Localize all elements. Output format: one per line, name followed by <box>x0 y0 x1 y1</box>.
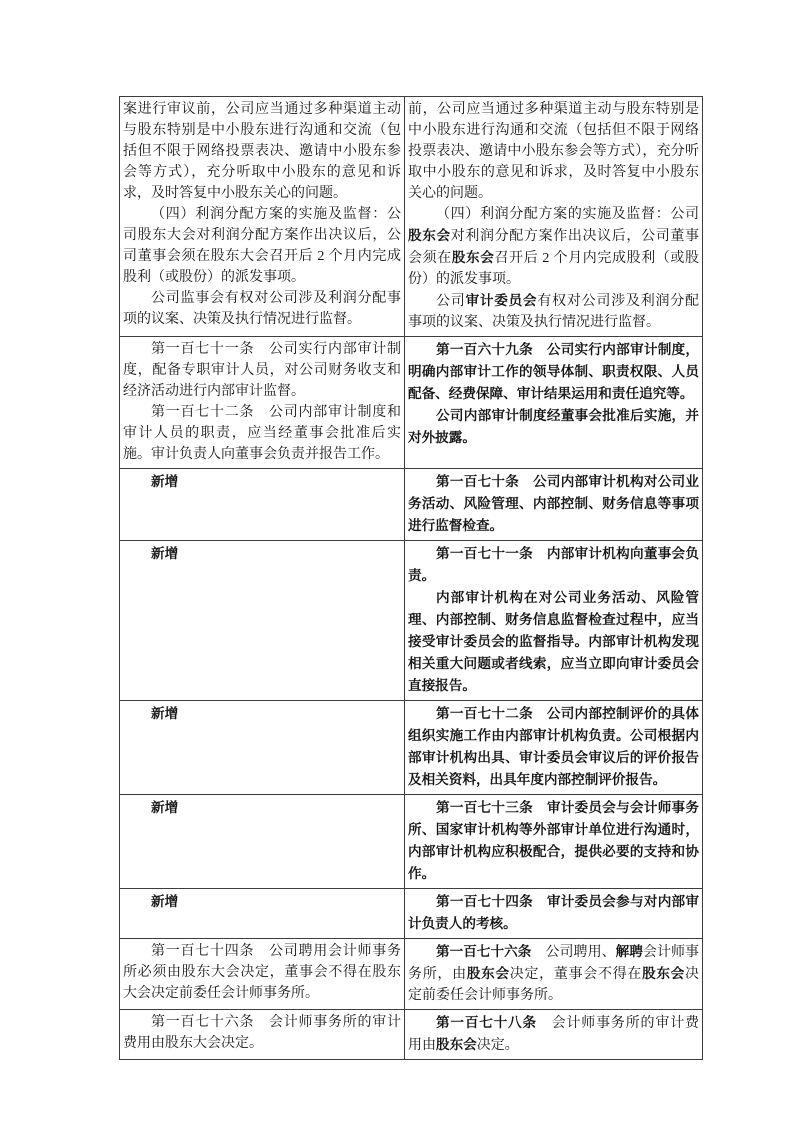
revised-text-run: 第一百七十一条 内部审计机构向董事会负责。 <box>408 546 699 583</box>
revised-text-run: 第一百七十三条 审计委员会与会计师事务所、国家审计机构等外部审计单位进行沟通时，内部审计机构应积极配合，提供必要的支持和协作。 <box>408 800 699 881</box>
paragraph <box>123 1012 401 1054</box>
cell-new-text <box>405 795 703 889</box>
paragraph <box>408 1012 699 1056</box>
paragraph <box>123 471 401 493</box>
text-run: 会计师事务所的审计费用由 <box>408 1016 700 1053</box>
text-run: 第一百七十一条 公司实行内部审计制度，配备专职审计人员，对公司财务收支和经济活动进行内部审计监督。 <box>123 342 401 399</box>
revised-text-run: 审计委员会 <box>465 293 538 308</box>
paragraph <box>408 204 699 290</box>
cell-old-text <box>120 701 405 795</box>
text-run: 决定，董事会不得在 <box>509 967 643 982</box>
revised-text-run: 股东会 <box>642 966 686 981</box>
cell-new-text <box>405 939 703 1010</box>
cell-new-text <box>405 469 703 541</box>
paragraph <box>123 339 401 402</box>
table-row <box>120 701 703 795</box>
paragraph <box>408 339 699 405</box>
text-run: 公司 <box>436 294 466 309</box>
text-run: 前，公司应当通过多种渠道主动与股东特别是中小股东进行沟通和交流（包括但不限于网络投票表决、邀请中小股东参会等方式），充分听取中小股东的意见和诉求，及时答复中小股东关心的问题。 <box>408 102 699 201</box>
paragraph <box>123 288 401 330</box>
text-run: 公司聘用、 <box>531 945 616 960</box>
cell-new-text <box>405 1010 703 1060</box>
cell-old-text <box>120 469 405 541</box>
revised-text-run: 股东会 <box>408 228 451 243</box>
text-run: 决定前委任会计师事务所。 <box>408 967 700 1003</box>
text-run: 公司监事会有权对公司涉及利润分配事项的议案、决策及执行情况进行监督。 <box>123 291 401 327</box>
text-run: 决定。 <box>476 1038 519 1053</box>
paragraph <box>408 703 699 791</box>
cell-old-text <box>120 939 405 1010</box>
revised-text-run: 股东会 <box>451 250 495 265</box>
revised-text-run: 第一百七十条 公司内部审计机构对公司业务活动、风险管理、内部控制、财务信息等事项进行监督检查。 <box>408 474 699 533</box>
paragraph <box>408 543 699 587</box>
table-row <box>120 541 703 701</box>
revised-text-run: 第一百七十四条 审计委员会参与对内部审计负责人的考核。 <box>408 894 699 931</box>
table-row <box>120 795 703 889</box>
paragraph <box>408 941 699 1006</box>
cell-new-text <box>405 889 703 939</box>
revised-text-run: 第一百七十八条 <box>436 1015 537 1030</box>
comparison-table-body <box>120 97 703 1060</box>
revised-text-run: 新增 <box>151 894 179 909</box>
table-row <box>120 1010 703 1060</box>
revised-text-run: 新增 <box>151 546 179 561</box>
paragraph <box>408 797 699 885</box>
paragraph <box>123 891 401 913</box>
cell-new-text <box>405 97 703 337</box>
revised-text-run: 第一百七十二条 公司内部控制评价的具体组织实施工作由内部审计机构负责。公司根据内部审计机构出具、审计委员会审议后的评价报告及相关资料，出具年度内部控制评价报告。 <box>408 706 699 787</box>
table-row <box>120 337 703 469</box>
cell-old-text <box>120 541 405 701</box>
text-run: 会计师事务所，由 <box>408 945 700 982</box>
revised-text-run: 股东会 <box>436 1037 477 1052</box>
revised-text-run: 新增 <box>151 706 179 721</box>
table-row <box>120 97 703 337</box>
revised-text-run: 第一百七十六条 <box>436 944 532 959</box>
revised-text-run: 内部审计机构在对公司业务活动、风险管理、内部控制、财务信息监督检查过程中，应当接受审计委员会的监督指导。内部审计机构发现相关重大问题或者线索，应当立即向审计委员会直接报告。 <box>408 590 699 693</box>
text-run: （四）利润分配方案的实施及监督：公司股东大会对利润分配方案作出决议后，公司董事会须在股东大会召开后 2 个月内完成股利（或股份）的派发事项。 <box>123 207 401 285</box>
cell-new-text <box>405 701 703 795</box>
revised-text-run: 第一百六十九条 公司实行内部审计制度，明确内部审计工作的领导体制、职责权限、人员配备、经费保障、审计结果运用和责任追究等。 <box>408 342 699 401</box>
text-run: 第一百七十二条 公司内部审计制度和审计人员的职责，应当经董事会批准后实施。审计负责人向董事会负责并报告工作。 <box>123 405 401 462</box>
cell-old-text <box>120 97 405 337</box>
revised-text-run: 公司内部审计制度经董事会批准后实施，并对外披露。 <box>408 408 699 445</box>
text-run: 对利润分配方案作出决议后，公司董事会须在 <box>408 229 700 266</box>
cell-new-text <box>405 337 703 469</box>
paragraph <box>408 290 699 333</box>
cell-old-text <box>120 1010 405 1060</box>
text-run: （四）利润分配方案的实施及监督：公司 <box>436 207 699 222</box>
revised-text-run: 新增 <box>151 474 179 489</box>
paragraph <box>408 99 699 204</box>
paragraph <box>408 891 699 935</box>
paragraph <box>123 941 401 1004</box>
paragraph <box>408 587 699 697</box>
table-row <box>120 939 703 1010</box>
text-run: 第一百七十四条 公司聘用会计师事务所必须由股东大会决定，董事会不得在股东大会决定前委任会计师事务所。 <box>123 944 401 1001</box>
paragraph <box>123 543 401 565</box>
text-run: 案进行审议前，公司应当通过多种渠道主动与股东特别是中小股东进行沟通和交流（包括但不限于网络投票表决、邀请中小股东参会等方式），充分听取中小股东的意见和诉求，及时答复中小股东关心的问题。 <box>123 102 401 201</box>
paragraph <box>123 797 401 819</box>
cell-old-text <box>120 795 405 889</box>
table-row <box>120 469 703 541</box>
comparison-table <box>119 96 703 1060</box>
paragraph <box>123 703 401 725</box>
revised-text-run: 股东会 <box>466 966 510 981</box>
cell-new-text <box>405 541 703 701</box>
cell-old-text <box>120 337 405 469</box>
paragraph <box>408 471 699 537</box>
revised-text-run: 新增 <box>151 800 179 815</box>
paragraph <box>123 204 401 288</box>
text-run: 第一百七十六条 会计师事务所的审计费用由股东大会决定。 <box>123 1015 401 1051</box>
paragraph <box>123 402 401 465</box>
paragraph <box>408 405 699 449</box>
text-run: 召开后 2 个月内完成股利（或股份）的派发事项。 <box>408 251 700 287</box>
table-row <box>120 889 703 939</box>
revised-text-run: 解聘 <box>615 944 643 959</box>
paragraph <box>123 99 401 204</box>
text-run: 有权对公司涉及利润分配事项的议案、决策及执行情况进行监督。 <box>408 294 700 330</box>
cell-old-text <box>120 889 405 939</box>
